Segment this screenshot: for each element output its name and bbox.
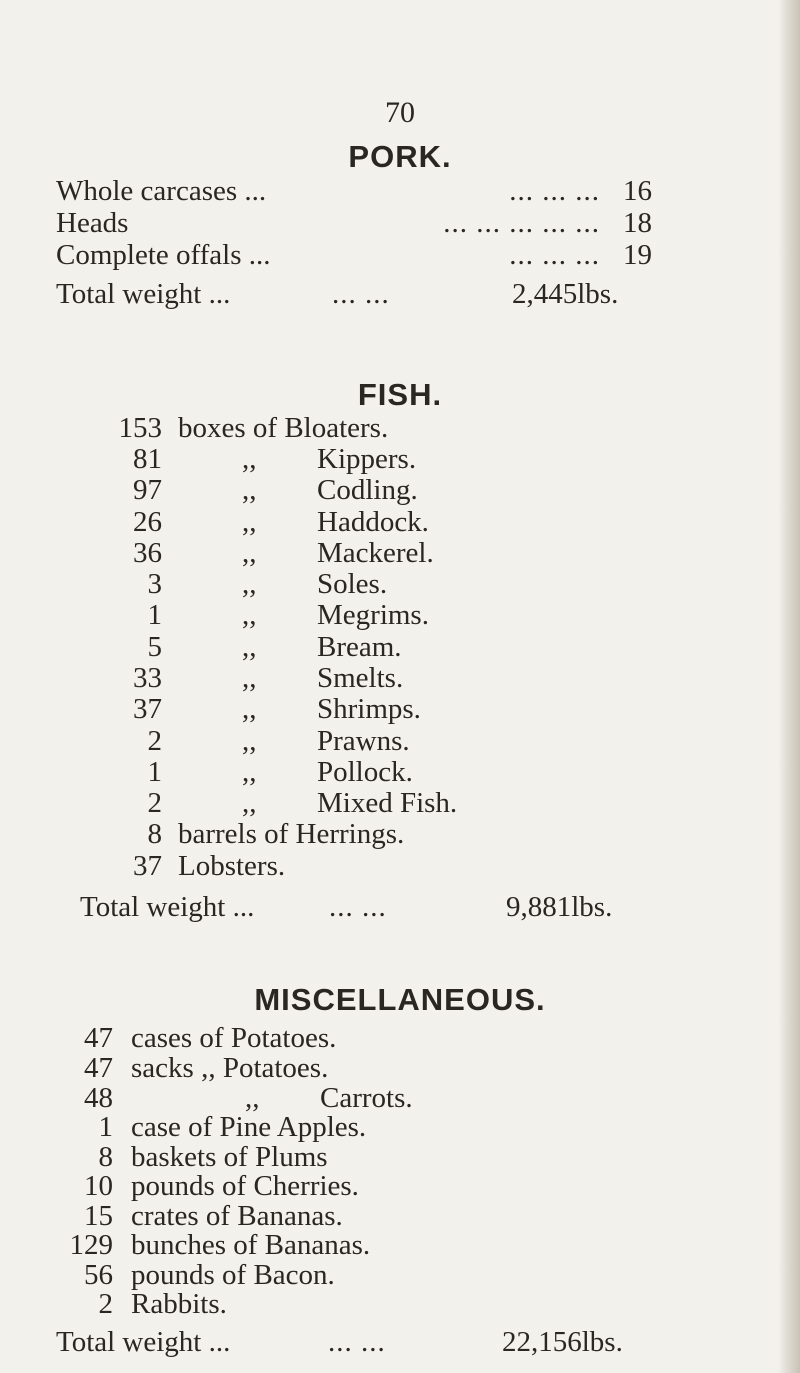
total-label: Total weight ... xyxy=(56,1325,231,1358)
misc-count: 56 xyxy=(84,1258,113,1291)
fish-count: 81 xyxy=(133,443,162,476)
misc-count: 129 xyxy=(69,1229,113,1262)
fish-row xyxy=(0,505,800,540)
misc-desc: pounds of Cherries. xyxy=(131,1170,359,1203)
leader-dots: ... ... xyxy=(332,278,390,311)
fish-name: Smelts. xyxy=(317,661,404,694)
fish-desc: Lobsters. xyxy=(178,849,286,882)
misc-desc: cases of Potatoes. xyxy=(131,1022,337,1055)
misc-desc: bunches of Bananas. xyxy=(131,1229,371,1262)
misc-row xyxy=(0,1287,800,1322)
misc-desc: Rabbits. xyxy=(131,1288,227,1321)
total-label: Total weight ... xyxy=(56,278,231,311)
fish-name: Pollock. xyxy=(317,755,413,788)
fish-total-weight xyxy=(80,889,680,925)
page-edge-shadow xyxy=(778,0,800,1373)
ditto-mark: ,, xyxy=(242,568,257,601)
fish-row xyxy=(0,786,800,821)
misc-desc: case of Pine Apples. xyxy=(131,1111,367,1144)
misc-desc: crates of Bananas. xyxy=(131,1199,343,1232)
row-value: 19 xyxy=(623,239,652,272)
misc-desc: baskets of Plums xyxy=(131,1140,328,1173)
fish-name: Megrims. xyxy=(317,599,429,632)
fish-name: Prawns. xyxy=(317,724,410,757)
misc-desc: sacks ,, Potatoes. xyxy=(131,1051,329,1084)
fish-count: 1 xyxy=(147,755,162,788)
fish-count: 26 xyxy=(133,505,162,538)
misc-count: 47 xyxy=(84,1022,113,1055)
leader-dots: ... ... ... xyxy=(509,174,600,207)
fish-row xyxy=(0,411,800,446)
ditto-mark: ,, xyxy=(242,755,257,788)
fish-count: 5 xyxy=(147,630,162,663)
fish-name: Mackerel. xyxy=(317,536,434,569)
fish-row xyxy=(0,630,800,665)
total-value: 2,445lbs. xyxy=(512,278,619,311)
fish-count: 97 xyxy=(133,474,162,507)
fish-count: 2 xyxy=(147,724,162,757)
misc-desc: pounds of Bacon. xyxy=(131,1258,335,1291)
misc-count: 48 xyxy=(84,1081,113,1114)
fish-row xyxy=(0,598,800,633)
row-label: Complete offals ... xyxy=(56,239,271,272)
fish-row xyxy=(0,755,800,790)
misc-count: 15 xyxy=(84,1199,113,1232)
ditto-mark: ,, xyxy=(242,787,257,820)
ditto-mark: ,, xyxy=(245,1081,260,1114)
misc-total-weight xyxy=(56,1324,696,1360)
leader-dots: ... ... ... xyxy=(509,239,600,272)
fish-desc: boxes of Bloaters. xyxy=(178,411,389,444)
ditto-mark: ,, xyxy=(242,630,257,663)
misc-count: 47 xyxy=(84,1051,113,1084)
ditto-mark: ,, xyxy=(242,724,257,757)
misc-item: Carrots. xyxy=(320,1081,413,1114)
fish-row xyxy=(0,536,800,571)
fish-count: 37 xyxy=(133,693,162,726)
leader-dots: ... ... xyxy=(328,1325,386,1358)
total-value: 22,156lbs. xyxy=(502,1325,623,1358)
ditto-mark: ,, xyxy=(242,474,257,507)
total-value: 9,881lbs. xyxy=(506,890,613,923)
fish-row xyxy=(0,442,800,477)
pork-row-complete-offals xyxy=(56,237,652,273)
leader-dots: ... ... xyxy=(329,890,387,923)
leader-dots: ... ... ... ... ... xyxy=(443,206,600,239)
fish-count: 37 xyxy=(133,849,162,882)
row-value: 18 xyxy=(623,206,652,239)
ditto-mark: ,, xyxy=(242,536,257,569)
fish-desc: barrels of Herrings. xyxy=(178,818,405,851)
fish-name: Bream. xyxy=(317,630,402,663)
fish-count: 1 xyxy=(147,599,162,632)
fish-count: 36 xyxy=(133,536,162,569)
pork-row-heads xyxy=(56,205,652,241)
row-value: 16 xyxy=(623,174,652,207)
misc-count: 2 xyxy=(98,1288,113,1321)
fish-row xyxy=(0,817,800,852)
fish-row xyxy=(0,567,800,602)
misc-count: 8 xyxy=(98,1140,113,1173)
fish-heading: FISH. xyxy=(357,376,443,412)
fish-name: Codling. xyxy=(317,474,418,507)
ditto-mark: ,, xyxy=(242,693,257,726)
fish-count: 8 xyxy=(147,818,162,851)
fish-name: Mixed Fish. xyxy=(317,787,458,820)
fish-row xyxy=(0,661,800,696)
fish-name: Soles. xyxy=(317,568,388,601)
fish-row xyxy=(0,849,800,884)
ditto-mark: ,, xyxy=(242,661,257,694)
fish-count: 33 xyxy=(133,661,162,694)
row-label: Whole carcases ... xyxy=(56,174,267,207)
fish-count: 2 xyxy=(147,787,162,820)
fish-name: Shrimps. xyxy=(317,693,421,726)
pork-row-whole-carcases xyxy=(56,173,652,209)
ditto-mark: ,, xyxy=(242,599,257,632)
fish-row xyxy=(0,692,800,727)
misc-count: 1 xyxy=(98,1111,113,1144)
fish-row xyxy=(0,724,800,759)
misc-count: 10 xyxy=(84,1170,113,1203)
ditto-mark: ,, xyxy=(242,443,257,476)
fish-count: 153 xyxy=(118,411,162,444)
fish-count: 3 xyxy=(147,568,162,601)
page-number: 70 xyxy=(385,96,415,129)
fish-name: Haddock. xyxy=(317,505,429,538)
ditto-mark: ,, xyxy=(242,505,257,538)
row-label: Heads xyxy=(56,206,129,239)
pork-heading: PORK. xyxy=(348,138,452,174)
misc-heading: MISCELLANEOUS. xyxy=(254,982,546,1018)
fish-name: Kippers. xyxy=(317,443,417,476)
total-label: Total weight ... xyxy=(80,890,255,923)
pork-total-weight xyxy=(56,276,656,312)
fish-row xyxy=(0,473,800,508)
